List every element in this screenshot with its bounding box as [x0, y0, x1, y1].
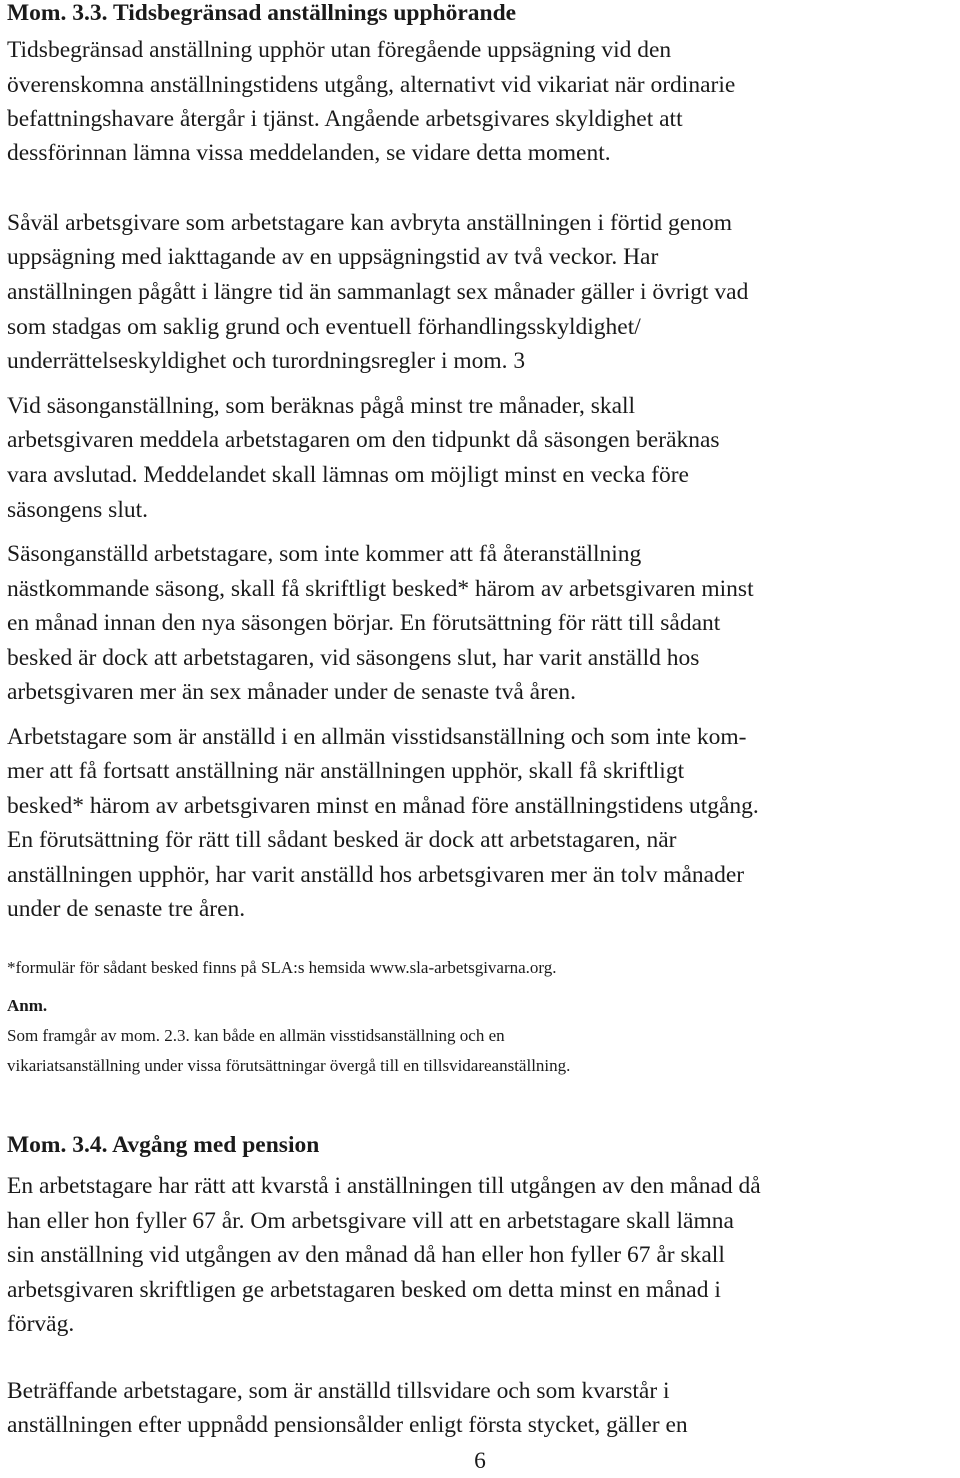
text-line: Arbetstagare som är anställd i en allmän visstidsanställning och som inte kom-: [7, 724, 747, 750]
text-line: befattningshavare återgår i tjänst. Angående arbetsgivares skyldighet att: [7, 106, 683, 132]
text-line: nästkommande säsong, skall få skriftligt besked* härom av arbetsgivaren minst: [7, 576, 754, 602]
text-line: uppsägning med iakttagande av en uppsägningstid av två veckor. Har: [7, 244, 659, 270]
remark-label: Anm.: [7, 996, 48, 1015]
text-line: mer att få fortsatt anställning när anställningen upphör, skall få skriftligt: [7, 758, 685, 784]
section-heading-3-3: [7, 0, 516, 29]
text-line: Vid säsonganställning, som beräknas pågå minst tre månader, skall: [7, 393, 636, 419]
text-line: sin anställning vid utgången av den månad då han eller hon fyller 67 år skall: [7, 1242, 725, 1268]
text-line: en månad innan den nya säsongen börjar. En förutsättning för rätt till sådant: [7, 610, 721, 636]
page-number: 6: [474, 1448, 486, 1474]
text-line: vikariatsanställning under vissa förutsättningar övergå till en tillsvidareanställning.: [7, 1056, 571, 1075]
text-line: anställningen pågått i längre tid än sammanlagt sex månader gäller i övrigt vad: [7, 279, 749, 305]
text-line: överenskomna anställningstidens utgång, alternativt vid vikariat när ordinarie: [7, 72, 736, 98]
text-line: Tidsbegränsad anställning upphör utan föregående uppsägning vid den: [7, 37, 672, 63]
text-line: han eller hon fyller 67 år. Om arbetsgivare vill att en arbetstagare skall lämna: [7, 1208, 734, 1234]
text-line: En arbetstagare har rätt att kvarstå i anställningen till utgången av den månad då: [7, 1173, 761, 1199]
text-line: arbetsgivaren skriftligen ge arbetstagaren besked om detta minst en månad i: [7, 1277, 721, 1303]
text-line: Beträffande arbetstagare, som är anställd tillsvidare och som kvarstår i: [7, 1378, 670, 1404]
text-line: Såväl arbetsgivare som arbetstagare kan avbryta anställningen i förtid genom: [7, 210, 732, 236]
text-line: förväg.: [7, 1311, 75, 1337]
text-line: arbetsgivaren mer än sex månader under de senaste två åren.: [7, 679, 576, 705]
heading-number: Mom. 3.3.: [7, 0, 108, 26]
text-line: anställningen upphör, har varit anställd hos arbetsgivaren mer än tolv månader: [7, 862, 745, 888]
footnote: *formulär för sådant besked finns på SLA:s hemsida www.sla-arbetsgivarna.org.: [7, 958, 557, 977]
text-line: Som framgår av mom. 2.3. kan både en allmän visstidsanställning och en: [7, 1026, 505, 1045]
text-line: En förutsättning för rätt till sådant besked är dock att arbetstagaren, när: [7, 827, 677, 853]
text-line: vara avslutad. Meddelandet skall lämnas om möjligt minst en vecka före: [7, 462, 689, 488]
text-line: besked är dock att arbetstagaren, vid säsongens slut, har varit anställd hos: [7, 645, 700, 671]
text-line: dessförinnan lämna vissa meddelanden, se vidare detta moment.: [7, 140, 611, 166]
text-line: underrättelseskyldighet och turordningsregler i mom. 3: [7, 348, 526, 374]
section-heading-3-4: [7, 1129, 319, 1161]
text-line: under de senaste tre åren.: [7, 896, 246, 922]
heading-title: Avgång med pension: [112, 1132, 320, 1158]
heading-number: Mom. 3.4.: [7, 1132, 108, 1158]
heading-title: Tidsbegränsad anställnings upphörande: [112, 0, 517, 26]
text-line: som stadgas om saklig grund och eventuell förhandlingsskyldighet/: [7, 314, 641, 340]
text-line: anställningen efter uppnådd pensionsålder enligt första stycket, gäller en: [7, 1412, 688, 1438]
text-line: arbetsgivaren meddela arbetstagaren om den tidpunkt då säsongen beräknas: [7, 427, 720, 453]
text-line: Säsonganställd arbetstagare, som inte kommer att få återanställning: [7, 541, 642, 567]
text-line: säsongens slut.: [7, 497, 148, 523]
text-line: besked* härom av arbetsgivaren minst en månad före anställningstidens utgång.: [7, 793, 759, 819]
